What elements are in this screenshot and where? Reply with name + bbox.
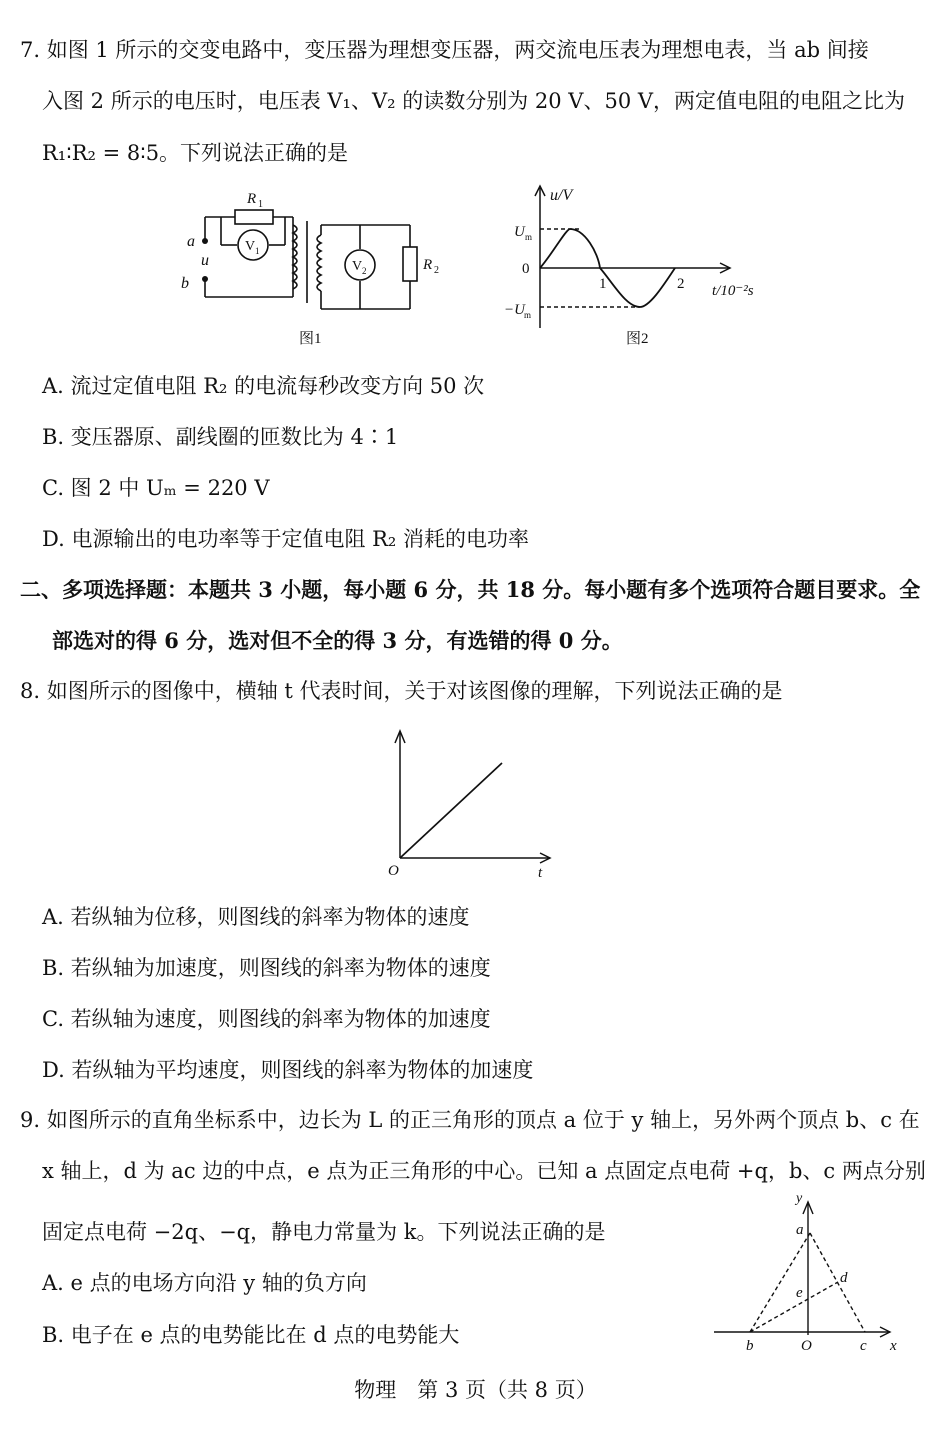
fig1-label-r2: R: [423, 257, 433, 273]
fig1-label-u: u: [201, 252, 209, 269]
fig2-um-label: U: [514, 224, 525, 240]
q8-figure-linear-graph: [380, 725, 560, 885]
fig2-origin: 0: [522, 261, 530, 277]
q9-option-b: B. 电子在 e 点的电势能比在 d 点的电势能大: [42, 1323, 460, 1347]
fig2-tick-2: 2: [677, 276, 685, 292]
fig1-label-a: a: [187, 233, 195, 250]
fig2-tick-1: 1: [599, 276, 607, 292]
q9-stem-line3: 固定点电荷 −2q、−q，静电力常量为 k。下列说法正确的是: [42, 1220, 606, 1244]
q9-fig-y-label: y: [796, 1191, 803, 1206]
q9-fig-point-d: d: [840, 1270, 848, 1286]
fig1-label-v1-sub: 1: [255, 246, 260, 256]
fig1-label-v2: V: [352, 259, 363, 274]
q9-stem-line2: x 轴上，d 为 ac 边的中点，e 点为正三角形的中心。已知 a 点固定点电荷 +q，b、c 两点分别: [42, 1159, 926, 1183]
q7-option-a: A. 流过定值电阻 R₂ 的电流每秒改变方向 50 次: [42, 374, 485, 398]
fig1-label-b: b: [181, 275, 189, 292]
q7-figure2-sine-graph: [500, 178, 780, 358]
q9-option-a: A. e 点的电场方向沿 y 轴的负方向: [42, 1271, 367, 1295]
q9-stem-line1: 9. 如图所示的直角坐标系中，边长为 L 的正三角形的顶点 a 位于 y 轴上，另外两个顶点 b、c 在: [20, 1108, 920, 1132]
q9-fig-point-e: e: [796, 1285, 803, 1301]
fig2-um-sub: m: [525, 232, 533, 242]
fig2-caption: 图2: [626, 331, 649, 347]
fig1-label-r1-sub: 1: [258, 199, 263, 210]
fig2-x-axis-label: t/10⁻²s: [712, 283, 754, 299]
page-footer: 物理 第 3 页（共 8 页）: [354, 1378, 597, 1402]
q9-fig-point-c: c: [860, 1338, 867, 1354]
q8-option-a: A. 若纵轴为位移，则图线的斜率为物体的速度: [42, 905, 470, 929]
q7-figure1-circuit: [175, 185, 455, 355]
q8-option-d: D. 若纵轴为平均速度，则图线的斜率为物体的加速度: [42, 1058, 534, 1082]
q8-fig-origin: O: [388, 863, 399, 879]
q9-fig-x-label: x: [890, 1338, 897, 1354]
q8-fig-x-label: t: [538, 865, 543, 881]
section2-heading-line2: 部选对的得 6 分，选对但不全的得 3 分，有选错的得 0 分。: [52, 628, 623, 653]
q8-option-c: C. 若纵轴为速度，则图线的斜率为物体的加速度: [42, 1007, 491, 1031]
fig1-label-r1: R: [247, 191, 257, 207]
q9-fig-origin: O: [801, 1338, 812, 1354]
q7-option-b: B. 变压器原、副线圈的匝数比为 4∶1: [42, 425, 399, 449]
q7-stem-line1: 7. 如图 1 所示的交变电路中，变压器为理想变压器，两交流电压表为理想电表，当 ab 间接: [20, 38, 869, 62]
q8-stem: 8. 如图所示的图像中，横轴 t 代表时间，关于对该图像的理解，下列说法正确的是: [20, 679, 783, 703]
fig1-label-v2-sub: 2: [362, 266, 367, 276]
q7-stem-line2: 入图 2 所示的电压时，电压表 V₁、V₂ 的读数分别为 20 V、50 V，两定值电阻的电阻之比为: [42, 89, 906, 113]
fig2-neg-um-label: −U: [504, 302, 525, 318]
q9-fig-point-b: b: [746, 1338, 754, 1354]
fig2-neg-um-sub: m: [524, 310, 532, 320]
q7-option-d: D. 电源输出的电功率等于定值电阻 R₂ 消耗的电功率: [42, 527, 530, 551]
fig1-caption: 图1: [299, 331, 322, 347]
q7-option-c: C. 图 2 中 Uₘ = 220 V: [42, 476, 270, 500]
q9-figure-triangle: [710, 1190, 910, 1355]
fig1-label-r2-sub: 2: [434, 265, 439, 276]
q9-fig-point-a: a: [796, 1222, 804, 1238]
section2-heading-line1: 二、多项选择题：本题共 3 小题，每小题 6 分，共 18 分。每小题有多个选项符合题目要求。全: [20, 577, 921, 602]
fig1-label-v1: V: [245, 239, 256, 254]
fig2-y-axis-label: u/V: [550, 187, 573, 204]
q7-stem-line3: R₁∶R₂ = 8∶5。下列说法正确的是: [42, 141, 349, 165]
q8-option-b: B. 若纵轴为加速度，则图线的斜率为物体的速度: [42, 956, 491, 980]
